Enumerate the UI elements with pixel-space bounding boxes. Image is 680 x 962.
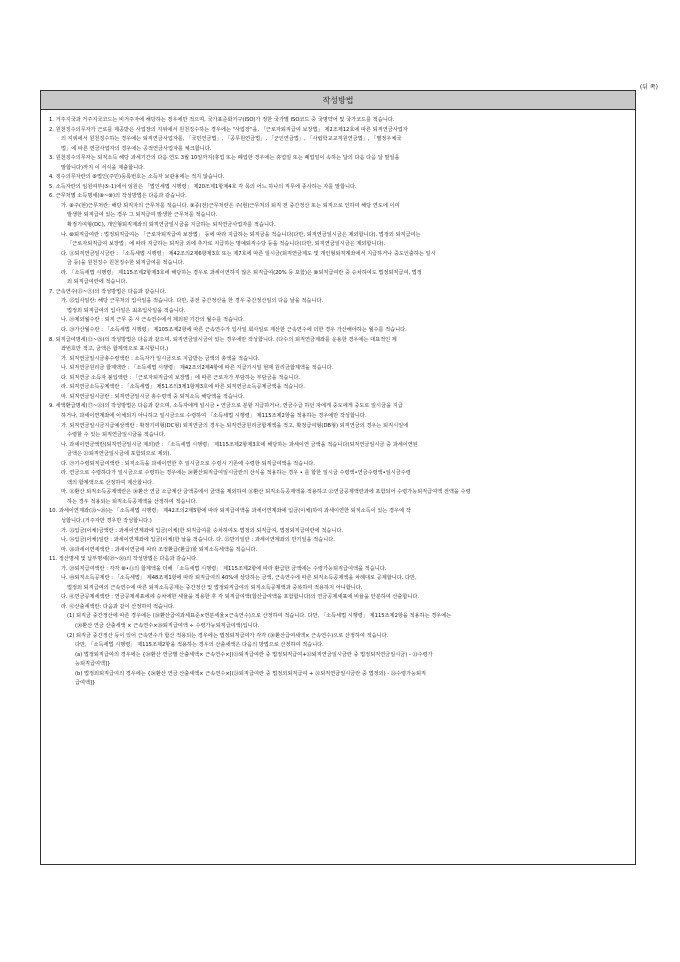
instruction-line: (2) 퇴직금 중간정산 등이 있어 근속연수가 합산 적용되는 경우에는 법정퇴직급여가 각각 (㉚환산급여세액× 근속연수)으로 산정하여 적습니다. xyxy=(67,632,389,639)
instruction-line: 성합니다.(거주자만 경우만 작성합니다.) xyxy=(61,517,152,524)
instruction-line: 법정외 퇴직급여의 근속연수에 따른 퇴직소득공제는 중간정산 및 법정퇴직급여의 퇴직소득공제액과 중복하여 적용하지 아니합니다. xyxy=(67,584,363,591)
instruction-line: 마. 퇴직연금일시금란 : 퇴직연금일시금 총수령액 중 퇴직소득 해당액을 적습니다. xyxy=(61,393,245,400)
instruction-line: 말합니다)까지 이 서식을 제출합니다. xyxy=(61,164,145,171)
instruction-line: 가. ㊴퇴직급여액란 : 각각 ⑩•⑪의 합계액을 더해 「소득세법 시행령」 제115조제2항에 따라 환급한 금액에는 수령가능퇴직급여액을 적습니다. xyxy=(61,565,387,572)
instruction-line: 가. ⑧주(현)근무처란: 해당 퇴직자의 근무처를 적습니다. ⑨종(전)근무처란은 주(현)근무처의 퇴직 전 중간정산 또는 퇴직으로 인하여 해당 연도에 이미 xyxy=(61,202,400,209)
instruction-line: 4. 징수의무자란의 ⑥법인(주민)등록번호는 소득자 보관용에는 적지 않습니다. xyxy=(49,174,225,181)
instruction-line: 마. ㊳과세이연세액란 : 과세이연금에 따라 조정환급(환급)할 퇴직소득세액을 적습니다. xyxy=(61,546,258,553)
instruction-line: 11. 정산명세 및 납부명세(㊴~㊿)의 작성방법은 다음과 같습니다. xyxy=(49,556,198,563)
instruction-line: 6. 근무처별 소득명세(⑧~⑩)의 작성방법은 다음과 같습니다. xyxy=(49,193,187,200)
instruction-line: 다. ⑪퇴직연금일시금란 : 「소득세법 시행령」 제42조의2제6항제3호 또는 제7호에 따른 일시금(퇴직연금제도 및 개인형퇴직계좌에서 지급하거나 중도인출하는 일시 xyxy=(61,250,436,257)
instruction-line: 라. 「소득세법 시행령」 제115조제2항제3호에 해당하는 경우로 과세이연하지 않은 퇴직급여(20% 등 포함)은 ⑩퇴직급여란 중 승차하여도 법정퇴직급여, 법정 xyxy=(61,269,422,276)
instruction-line: 가. 퇴직연금일시금지급예상액란 : 확정기여형(DC형) 퇴직연금의 경우는 퇴직연금원리금합계액을 적고, 확정급여형(DB형) 퇴직연금의 경우는 퇴직시일에 xyxy=(61,422,409,429)
instruction-line: 8. 퇴직급여명세(㉒~㉖)의 작성방법은 다음과 같으며, 퇴직연금일시금이 있는 경우에만 작성합니다. (다수의 퇴직연금계좌를 운용한 경우에는 대표적인 계 xyxy=(49,336,397,343)
instruction-line: 다만, 「소득세법 시행령」 제115조제2항을 적용하는 경우의 산출세액은 다음의 방법으로 산정하여 적습니다. xyxy=(75,642,324,649)
instructions-body xyxy=(41,110,635,689)
instruction-line: 급여액]} xyxy=(75,680,96,687)
instruction-line: 7. 근속연수(⑮~㉑)의 작성방법은 다음과 같습니다. xyxy=(49,288,167,295)
instruction-line: 라. 퇴직연금소득공제액란 : 「소득세법」 제51조의3제1항제3호에 따른 퇴직연금소득공제금액을 적습니다. xyxy=(61,384,305,391)
instruction-line: 금액은 ㉜퇴직연금일시금에 포함되므로 제외). xyxy=(67,451,172,458)
instruction-line: 가. ⑮입사일란: 해당 근무처의 입사일을 적습니다. 다만, 종전 중간정산을 한 경우 중간정산일의 다음 날을 적습니다. xyxy=(61,298,324,305)
instruction-line: 확정기여형(DC), 개인형퇴직계좌의 퇴직연금일시금을 지급하는 퇴직연금사업자를 적습니다. xyxy=(67,222,276,229)
instruction-line: 가. 퇴직연금일시금총수령액란 : 소득자가 일시금으로 지급받는 금액의 총액을 적습니다. xyxy=(61,355,260,362)
instruction-line: 하는 경우 적용되는 퇴직소득공제액을 산정하여 적습니다. xyxy=(67,498,198,505)
instruction-line: 나. 퇴직연금원리금 합계액란 : 「소득세법 시행령」 제42조의2제4항에 따른 지급기시일 현재 원리금합계액을 적습니다. xyxy=(61,365,334,372)
instruction-line: 금 등)을 원천징수 원천징수한 퇴직급여를 적습니다. xyxy=(67,260,185,267)
instruction-line: 「근로자퇴직급여 보장법」에 따라 지급하는 퇴직금 외에 추가로 지급하는 명예퇴직수당 등을 적습니다(다만, 퇴직연금일시금은 제외합니다). xyxy=(67,241,386,248)
instruction-line: 법정외 퇴직급여의 입사일은 최초입사일을 적습니다. xyxy=(67,307,186,314)
instruction-line: 다. 퇴직연금 소득자 불입액란 : 「근로자퇴직급여 보장법」에 따른 근로자가 부담하는 부담금을 적습니다. xyxy=(61,374,301,381)
instruction-line: (㉚환산 연금 산출세액 × 근속연수×㊳퇴직급여액 ÷ 수령가능퇴직급여액)입니다. xyxy=(75,622,260,629)
instruction-line: 나. ⑲제외월수란 : 퇴직 근무 중 시 근속연수에서 제외된 기간의 월수를 적습니다. xyxy=(61,317,245,324)
instruction-line: 나. ⑩퇴직급여란 : 법정퇴직급여는 「근로자퇴직급여 보장법」 등에 따라 지급하는 퇴직금을 적습니다(다만, 퇴직연금일시금은 제외합니다). 법정외 퇴직급여는 xyxy=(61,231,421,238)
instruction-line: (a) 법정퇴직급여의 경우에는 {㉚환산 연금별 산출세액× 근속연수×[(㉛퇴직급여란 중 법정퇴직급여+㉜퇴직연금일시금란 중 법정퇴직연금일시금) - ㉝수령가 xyxy=(75,651,433,658)
instruction-line: 다. ㉙기수령퇴직급여액란 : 퇴직소득을 과세이연한 후 일시금으로 수령시 기존에 수령한 퇴직급여액을 적습니다. xyxy=(61,460,315,467)
instruction-line: 외 퇴직급여란에 적습니다. xyxy=(67,279,128,286)
instructions-frame xyxy=(40,90,636,865)
instruction-line: 9. 세액환급명세(㉗~㉜)의 작성방법은 다음과 같으며, 소득자에게 일시금 • 연금으로 분할 지급하거나, 연금수급 하던 자에게 중도에게 중도로 일시금을 지급 xyxy=(49,403,403,410)
section-title: 작성방법 xyxy=(41,91,635,110)
instruction-line: 좌번호만 적고, 금액은 합계액으로 표시합니다.) xyxy=(61,346,169,353)
instruction-line: 1. 거주지국과 거주지국코드는 비거주자에 해당하는 경우에만 적으며, 국가표준화기구(ISO)가 정한 국가별 ISO코드 중 국명약어 및 국가코드를 적습니다. xyxy=(49,117,395,123)
instruction-line: 라. ㊷산출세액란: 다음과 같이 산정하여 적습니다. xyxy=(61,603,175,610)
instruction-line: 나. ㊵퇴직소득공제란 : 「소득세법」 제48조제1항에 따라 퇴직급여의 40%에 상당하는 금액, 근속연수에 따른 퇴직소득공제액을 차례대로 공제합니다. 다만, xyxy=(61,575,417,582)
instruction-line: 라. 연금으로 수령하다가 일시금으로 수령하는 경우에는 ㉚환산퇴직급여일시금란의 산식을 적용하는 경우 • 를 합한 일시금 수령액•연금수령액•일시금수령 xyxy=(61,470,411,477)
instruction-line: 3. 원천징수의무자는 퇴직소득 해당 과세기간의 다음 연도 3월 10일까지(휴업 또는 폐업한 경우에는 휴업일 또는 폐업일이 속하는 달의 다음 다음 달 말일을 xyxy=(49,155,400,162)
instruction-line: 발생한 퇴직급여 있는 경우 그 퇴직급여 발생한 근무처를 적습니다. xyxy=(67,212,218,219)
instruction-line: 의 지위에서 원천징수하는 경우에는 퇴직연금사업자를, 「국민연금법」, 「공무원연금법」, 「군인연금법」, 「사립학교교직원연금법」, 「별정우체국 xyxy=(61,136,402,143)
instruction-line: 수령할 수 있는 퇴직연금일시금을 적습니다. xyxy=(67,432,166,439)
instruction-line: 액의 합계액으로 산정하여 계산합니다. xyxy=(67,479,154,486)
instruction-line: 10. 과세이연계좌(㉝~㊳)는 「소득세법 시행령」 제42조의2제5항에 따라 퇴직급여액을 과세이연계좌에 입금(이체)하여 과세이연한 퇴직소득이 있는 경우에 작 xyxy=(49,508,411,515)
instruction-line: 하거나, 과세이연계좌에 이체되지 아니하고 일시금으로 수령하여 「소득세법 시행령」 제115조제2항을 적용하는 경우에만 작성합니다. xyxy=(61,412,367,419)
instruction-line: 나. 과세이연금액란(퇴직연금일시금 제외)란 : 「소득세법 시행령」 제115조제2항제3호에 해당하는 과세이연 금액을 적습니다(퇴직연금일시금 중 과세이연된 xyxy=(61,441,418,448)
instruction-line: 마. ㉛환산 퇴직소득공제액란은 ㉚환산 연금 소급계산 금액중에서 금액을 제외하여 ㉛환산 퇴직소득공제액을 적용하고 ㉜연금공제액란과에 포함되어 수령가능퇴직급여액 전액을 수령 xyxy=(61,489,471,496)
page-number: (뒤 쪽) xyxy=(639,84,658,91)
instruction-line: 능퇴직급여액]} xyxy=(75,661,111,668)
instruction-line: 나. ㉞입금(이체)일란 : 과세이연계좌에 입금(이체)한 날을 적습니다. 다. ㉟만기일란 : 과세이연계좌의 만기일을 적습니다. xyxy=(61,537,335,544)
instruction-line: 법」에 따른 연금사업자의 경우에는 공적연금사업자를 체크합니다. xyxy=(61,145,212,152)
instruction-line: 다. ㊶연금공제세액란 : 연금공제세표에에 승차에한 세율을 적용한 후 각 퇴직급여액(합산급여액을 포함합니다)의 연금공제세표에 비율을 안분하여 산출합니다. xyxy=(61,594,420,601)
instruction-line: 다. ⑳가산월수란 : 「소득세법 시행령」 제105조제2항에 따른 근속연수가 입사일 회사일로 계산한 근속연수에 더한 경우 가산해야하는 월수를 적습니다. xyxy=(61,327,407,334)
instruction-line: (1) 퇴직금 중간정산에 따른 경우에는 (㊳환산급여과세표준×연분세율×근속연수)으로 산정하여 적습니다. 다만, 「소득세법 시행령」 제115조제2항을 적용하는 경우에는 xyxy=(67,613,452,620)
instruction-line: 가. ㉝입금(이체)금액란 : 과세이연계좌에 입금(이체)한 퇴직급여를 승차하여도 법정외 퇴직급여, 법정퇴직급여란에 적습니다. xyxy=(61,527,344,534)
instruction-line: 2. 원천징수의무자가 근로를 제공받은 사업장의 지위에서 원천징수하는 경우에는 "사업장"을, 「근로자퇴직급여 보장법」 제2조제12호에 따른 퇴직연금사업자 xyxy=(49,126,408,133)
instruction-line: (b) 법정외퇴직급여의 경우에는 {㉚환산 연금 산출세액× 근속연수×[(㉛퇴직급여란 중 법정외퇴직급여 + ㉜퇴직연금일시금란 중 법정외) - ㉝수령가능퇴직 xyxy=(75,670,427,677)
instruction-line: 5. 소득자란의 임원여부(⑤-1)에서 임원은 「법인세법 시행령」 제20조제1항제4호 각 목의 어느 하나의 직무에 종사하는 자를 말합니다. xyxy=(49,183,357,190)
